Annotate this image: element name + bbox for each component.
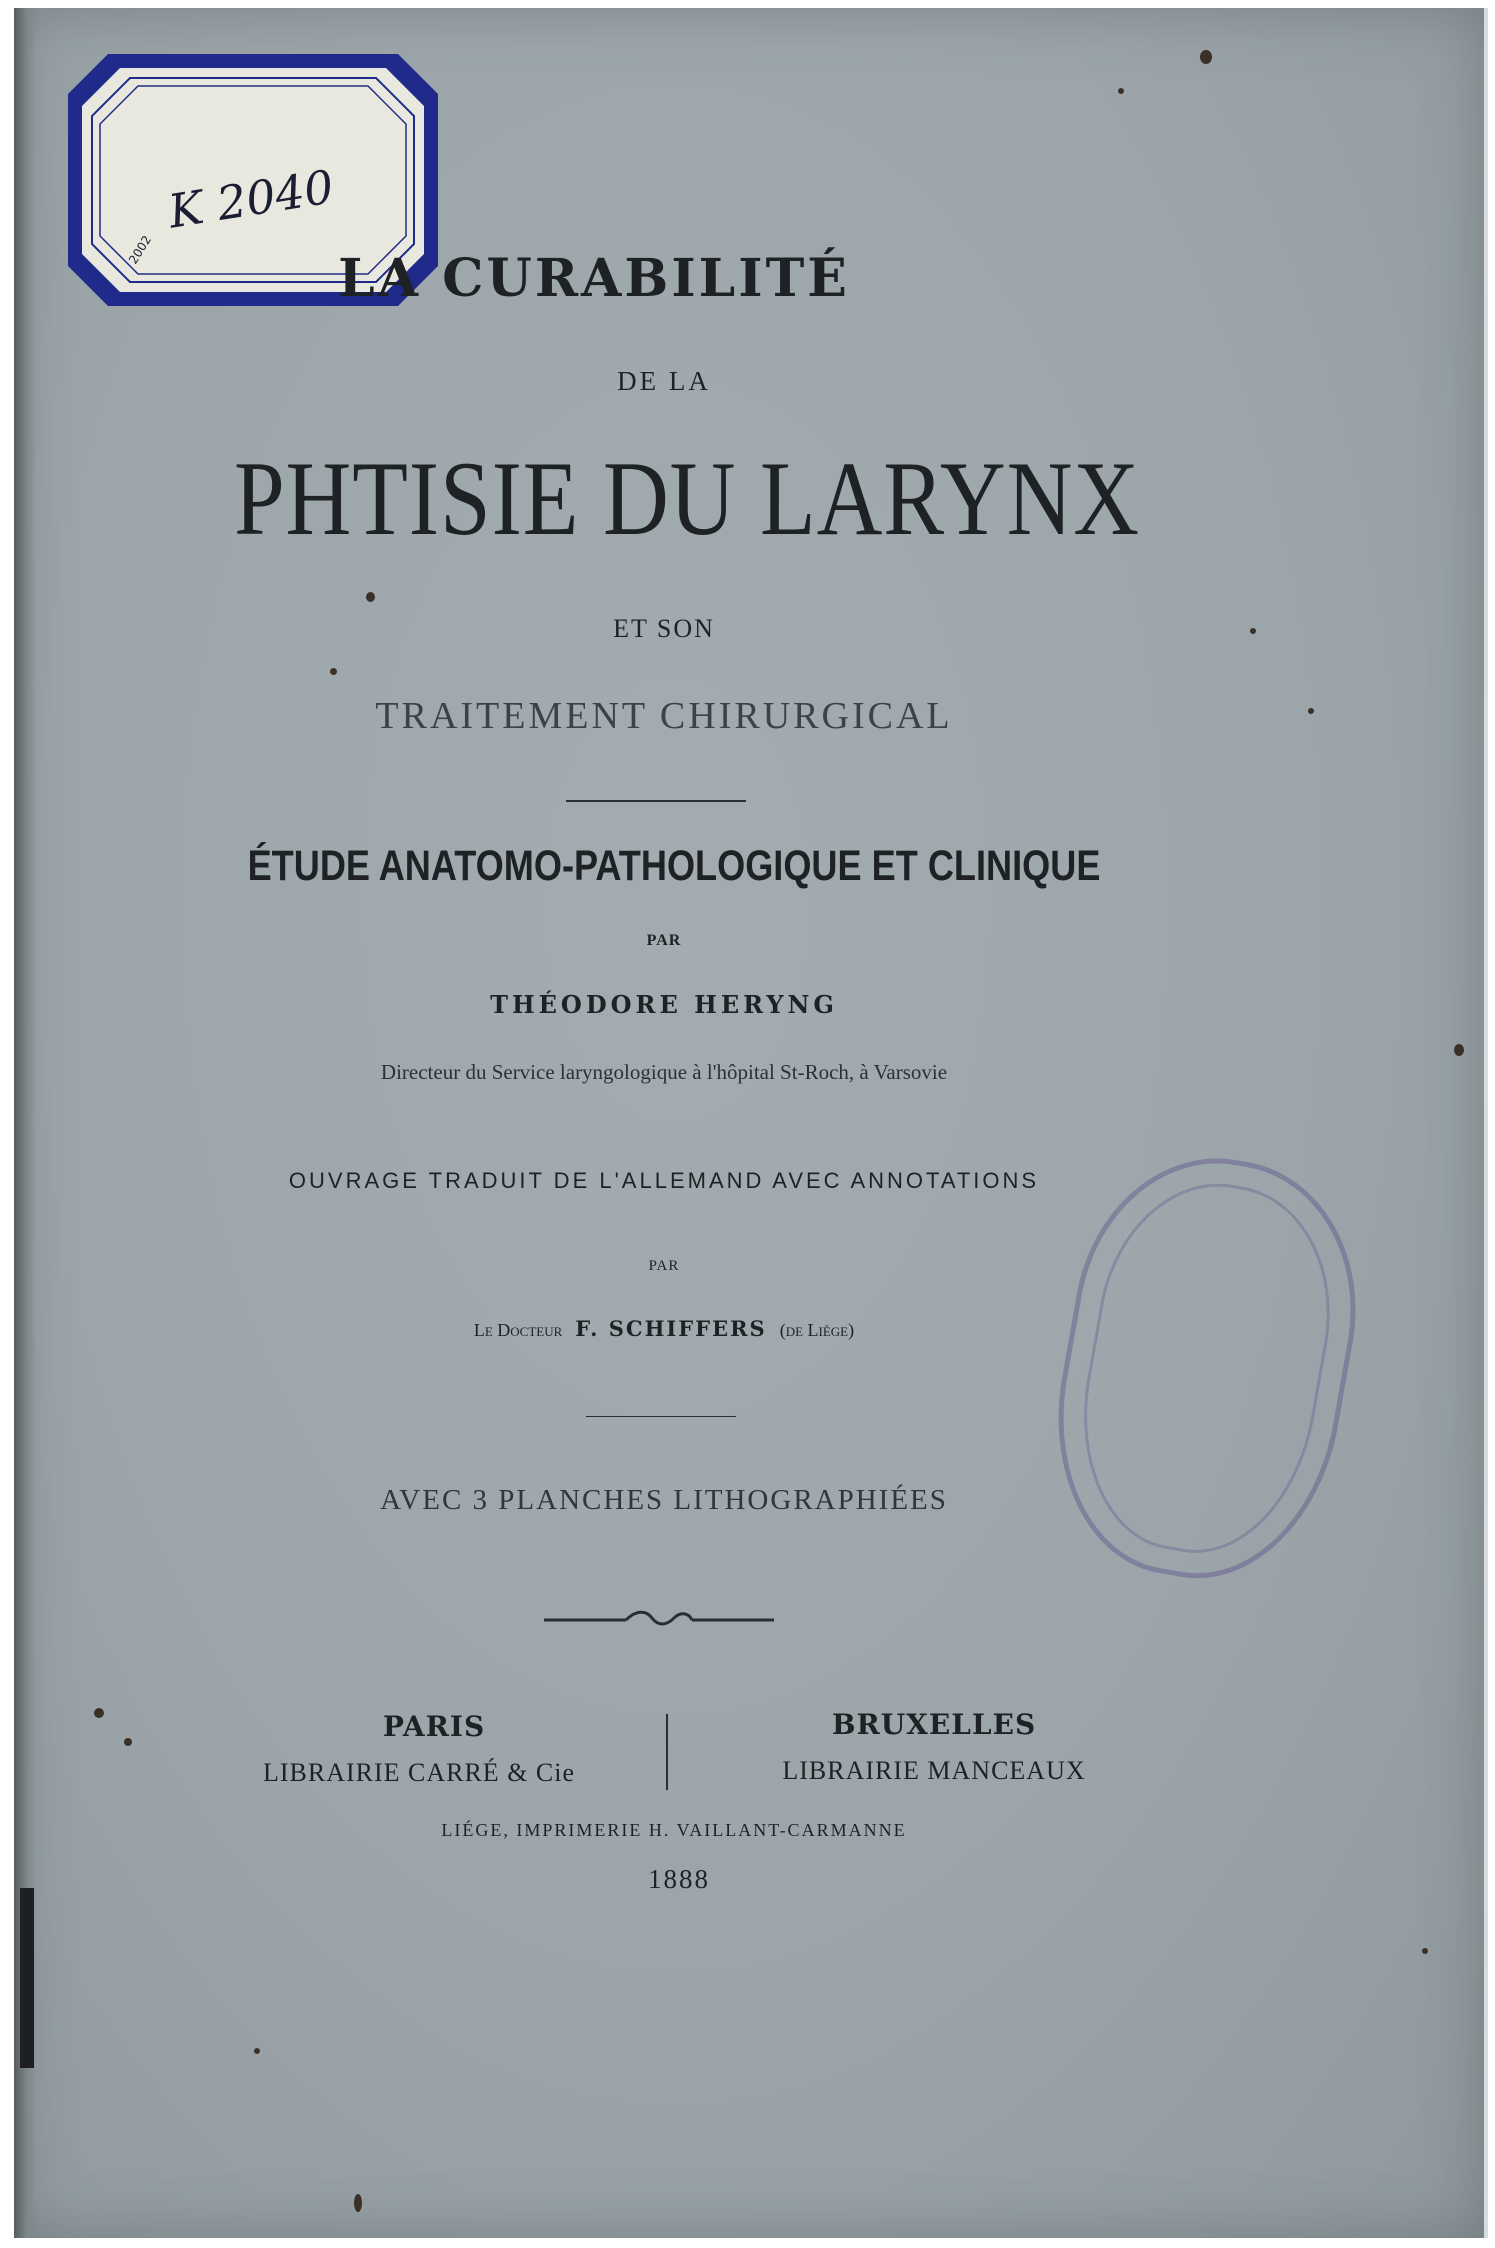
foxing-speck — [1422, 1948, 1428, 1954]
translator-name: F. SCHIFFERS — [575, 1316, 767, 1341]
imprint-year: 1888 — [648, 1864, 710, 1894]
imprint-right-publisher: LIBRAIRIE MANCEAUX — [782, 1756, 1086, 1785]
foxing-speck — [1308, 708, 1314, 714]
translator-prefix: Le Docteur — [473, 1320, 563, 1340]
foxing-speck — [1200, 50, 1212, 64]
translation-note: OUVRAGE TRADUIT DE L'ALLEMAND AVEC ANNOTATIONS — [288, 1168, 1040, 1193]
library-stamp — [1032, 1137, 1381, 1599]
title-line-4: ET SON — [613, 614, 715, 643]
translator-suffix: (de Liège) — [779, 1320, 855, 1340]
foxing-speck — [1250, 628, 1256, 634]
imprint-printer: LIÉGE, IMPRIMERIE H. VAILLANT-CARMANNE — [441, 1820, 907, 1840]
foxing-speck — [354, 2194, 362, 2212]
author-position: Directeur du Service laryngologique à l'hôpital St-Roch, à Varsovie — [380, 1060, 948, 1084]
author-par: PAR — [646, 932, 682, 949]
foxing-speck — [124, 1738, 132, 1746]
rule-1 — [566, 800, 746, 802]
imprint-left-city: PARIS — [382, 1710, 486, 1743]
rule-2 — [586, 1416, 736, 1417]
title-line-2: DE LA — [617, 366, 711, 396]
imprint-left-publisher: LIBRAIRIE CARRÉ & Cie — [262, 1758, 576, 1787]
translation-par: PAR — [648, 1258, 680, 1274]
foxing-speck — [94, 1708, 104, 1718]
imprint-right-city: BRUXELLES — [831, 1708, 1037, 1741]
subtitle: ÉTUDE ANATOMO-PATHOLOGIQUE ET CLINIQUE — [247, 842, 1101, 890]
title-line-3: PHTISIE DU LARYNX — [234, 440, 1140, 557]
title-line-1: LA CURABILITÉ — [338, 248, 850, 309]
foxing-speck — [254, 2048, 260, 2054]
foxing-speck — [330, 668, 337, 675]
translator-line — [314, 1316, 1014, 1342]
book-cover — [14, 8, 1488, 2238]
plates-note: AVEC 3 PLANCHES LITHOGRAPHIÉES — [380, 1484, 948, 1516]
foxing-speck — [1118, 88, 1124, 94]
foxing-speck — [1454, 1044, 1464, 1056]
author-name: THÉODORE HERYNG — [490, 990, 838, 1019]
ornament-icon — [544, 1608, 774, 1632]
label-small-number: 2002 — [126, 233, 155, 267]
shelfmark: K 2040 — [164, 159, 338, 239]
spine-damage — [20, 1888, 34, 2068]
title-line-5: TRAITEMENT CHIRURGICAL — [375, 695, 953, 737]
imprint-divider — [666, 1714, 668, 1790]
foxing-speck — [366, 592, 375, 602]
library-stamp-inner — [1061, 1166, 1352, 1570]
